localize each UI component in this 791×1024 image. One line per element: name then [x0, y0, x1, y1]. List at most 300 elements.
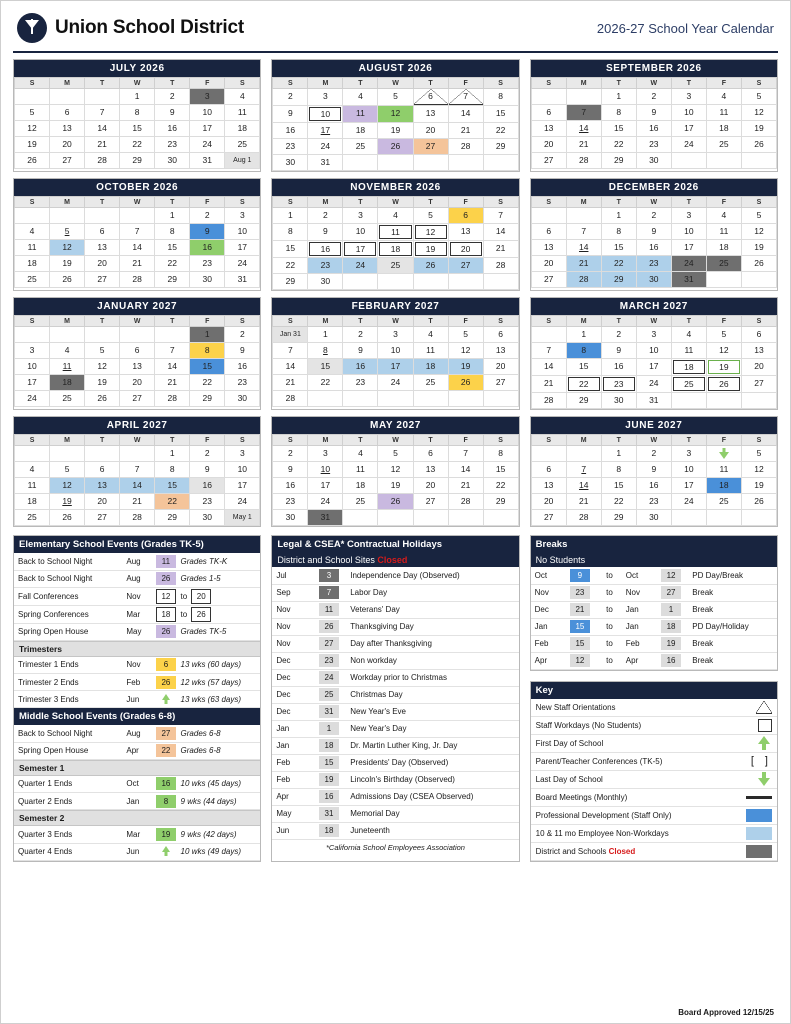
break-to-label: to — [597, 584, 622, 601]
break-end-month: Nov — [622, 584, 654, 601]
day-cell — [601, 121, 636, 137]
day-number: 28 — [578, 512, 589, 522]
middle-events-table — [14, 725, 260, 760]
day-cell — [601, 462, 636, 478]
day-cell — [706, 89, 741, 105]
day-number: 23 — [649, 139, 659, 149]
day-cell — [155, 208, 190, 224]
day-cell — [120, 105, 155, 121]
day-cell — [343, 123, 378, 139]
district-name: Union School District — [55, 17, 244, 38]
week-row — [15, 272, 260, 288]
weekday-header: S — [741, 78, 776, 89]
date-chip: 16 — [319, 790, 339, 803]
day-cell — [671, 343, 706, 359]
day-cell — [190, 391, 225, 407]
day-cell — [225, 343, 260, 359]
day-cell — [120, 375, 155, 391]
day-cell — [225, 224, 260, 240]
day-cell — [85, 153, 120, 169]
day-number: 24 — [355, 260, 366, 270]
day-cell — [741, 343, 776, 359]
day-number: 7 — [287, 345, 293, 355]
break-note: PD Day/Break — [688, 567, 777, 584]
day-number: 22 — [167, 258, 177, 268]
day-cell — [225, 446, 260, 462]
day-cell — [85, 121, 120, 137]
day-cell — [343, 241, 378, 258]
day-number: 13 — [425, 464, 436, 474]
day-number: 1 — [581, 329, 587, 339]
breaks-table — [531, 567, 777, 670]
semester2-header: Semester 2 — [14, 810, 260, 826]
day-cell — [483, 139, 518, 155]
day-number: 7 — [134, 464, 140, 474]
holiday-date-chip — [312, 567, 346, 584]
break-to-label: to — [597, 618, 622, 635]
break-start-month: Jan — [531, 618, 563, 635]
day-cell — [50, 240, 85, 256]
day-cell-empty — [85, 446, 120, 462]
day-number: 20 — [450, 242, 482, 256]
day-number: 2 — [204, 448, 210, 458]
semester1-header: Semester 1 — [14, 760, 260, 776]
date-chip — [156, 845, 176, 858]
day-cell — [50, 137, 85, 153]
weekday-header: T — [601, 316, 636, 327]
day-number: 21 — [132, 496, 142, 506]
date-chip: 15 — [570, 620, 590, 633]
day-cell-empty — [120, 208, 155, 224]
day-cell — [741, 121, 776, 137]
day-number: 28 — [285, 393, 296, 403]
key-row — [531, 771, 777, 789]
day-number: 20 — [425, 480, 436, 490]
day-cell — [448, 241, 483, 258]
day-cell — [120, 462, 155, 478]
weekday-header: T — [85, 435, 120, 446]
day-number: 20 — [754, 361, 764, 371]
holiday-date-chip — [312, 754, 346, 771]
day-number: 1 — [616, 91, 622, 101]
square-outline-icon — [758, 719, 772, 732]
weekday-header: F — [448, 435, 483, 446]
day-number: 21 — [543, 378, 554, 388]
day-number: 19 — [415, 242, 447, 256]
day-cell — [413, 359, 448, 375]
day-cell — [531, 137, 566, 153]
holiday-date-chip — [312, 737, 346, 754]
holiday-month: Apr — [272, 788, 311, 805]
day-number: 19 — [97, 377, 107, 387]
week-row — [531, 89, 776, 105]
day-cell — [343, 258, 378, 274]
day-cell — [413, 478, 448, 494]
day-cell — [448, 224, 483, 241]
day-cell — [706, 121, 741, 137]
day-number: 29 — [495, 496, 506, 506]
day-cell — [120, 121, 155, 137]
day-cell-empty — [50, 327, 85, 343]
day-number: 6 — [64, 107, 70, 117]
day-number — [15, 89, 49, 104]
day-cell-empty — [413, 274, 448, 290]
day-number — [120, 327, 154, 342]
day-number: 26 — [27, 155, 37, 165]
day-cell — [483, 343, 518, 359]
day-cell — [273, 462, 308, 478]
break-note: Break — [688, 635, 777, 652]
event-row — [14, 725, 260, 742]
key-label: 10 & 11 mo Employee Non-Workdays — [535, 828, 669, 838]
day-cell — [566, 105, 601, 121]
day-cell — [741, 89, 776, 105]
day-cell — [120, 256, 155, 272]
date-chip: 26 — [156, 625, 176, 638]
weekday-header: F — [448, 78, 483, 89]
weekday-header: T — [413, 197, 448, 208]
date-chip: 3 — [319, 569, 339, 582]
week-row — [15, 105, 260, 121]
holiday-row — [272, 720, 518, 737]
day-cell — [343, 359, 378, 375]
date-chip: 23 — [319, 654, 339, 667]
day-cell — [308, 462, 343, 478]
weekday-header: W — [636, 316, 671, 327]
day-number — [414, 510, 448, 525]
day-cell — [483, 241, 518, 258]
gray-swatch-icon — [746, 845, 772, 858]
range-to-label: to — [180, 609, 188, 619]
day-cell — [15, 343, 50, 359]
day-number: 3 — [686, 91, 692, 101]
key-label: Board Meetings (Monthly) — [535, 792, 628, 802]
day-cell — [273, 343, 308, 359]
day-cell-empty — [15, 208, 50, 224]
day-cell — [636, 510, 671, 526]
day-number: 4 — [721, 210, 727, 220]
day-number: 2 — [651, 210, 657, 220]
day-cell — [15, 478, 50, 494]
day-cell — [413, 241, 448, 258]
district-logo-icon — [17, 13, 47, 43]
day-cell-empty — [15, 327, 50, 343]
day-cell — [636, 462, 671, 478]
day-cell — [120, 224, 155, 240]
day-cell — [120, 343, 155, 359]
day-number: 20 — [495, 361, 506, 371]
day-number: 28 — [167, 393, 177, 403]
day-number: 16 — [167, 123, 177, 133]
day-cell — [273, 89, 308, 106]
day-number: 10 — [309, 107, 341, 121]
day-number: 24 — [320, 496, 331, 506]
break-end-chip — [654, 567, 688, 584]
day-cell — [601, 393, 636, 409]
day-number: 28 — [495, 260, 506, 270]
holiday-date-chip — [312, 652, 346, 669]
week-row — [531, 121, 776, 137]
weekday-header: T — [155, 316, 190, 327]
week-row — [15, 391, 260, 407]
day-cell — [378, 375, 413, 391]
day-cell — [671, 462, 706, 478]
date-chip: 18 — [319, 824, 339, 837]
day-cell — [413, 139, 448, 155]
day-cell — [190, 343, 225, 359]
day-number: 4 — [393, 210, 398, 220]
day-cell — [155, 510, 190, 526]
event-date-chip — [152, 725, 177, 742]
week-row — [273, 106, 518, 123]
day-cell — [308, 241, 343, 258]
range-to-label: to — [180, 591, 188, 601]
day-number: 29 — [614, 274, 624, 284]
day-cell — [308, 139, 343, 155]
day-number: 16 — [202, 242, 212, 252]
event-month: Aug — [122, 725, 152, 742]
event-label: Quarter 4 Ends — [14, 843, 122, 860]
day-cell — [343, 446, 378, 462]
day-number: 21 — [578, 496, 589, 506]
week-row — [531, 153, 776, 169]
month-title: JANUARY 2027 — [14, 298, 260, 315]
day-cell-empty — [706, 393, 741, 409]
semester1-table — [14, 776, 260, 811]
week-row — [15, 153, 260, 169]
day-number: 2 — [169, 91, 175, 101]
school-events-panel — [13, 535, 261, 862]
day-cell — [273, 106, 308, 123]
blue-swatch-icon — [746, 809, 772, 822]
day-number: 19 — [460, 361, 471, 371]
day-number: 19 — [62, 496, 72, 506]
day-number: 26 — [62, 512, 72, 522]
day-cell — [566, 510, 601, 526]
day-cell — [671, 137, 706, 153]
event-row — [14, 843, 260, 860]
holiday-month: Dec — [272, 703, 311, 720]
event-month: Aug — [122, 553, 152, 570]
event-date-chip — [152, 553, 177, 570]
day-number: 10 — [237, 226, 248, 236]
event-month: Jun — [122, 691, 152, 708]
event-date-chip — [152, 587, 177, 605]
day-number: 19 — [62, 258, 72, 268]
date-chip: 26 — [156, 572, 176, 585]
day-cell — [483, 224, 518, 241]
break-note: Break — [688, 601, 777, 618]
day-cell — [85, 375, 120, 391]
day-cell-empty — [448, 391, 483, 407]
day-cell — [448, 139, 483, 155]
day-cell — [50, 359, 85, 375]
day-cell — [706, 256, 741, 272]
day-number: 22 — [495, 125, 506, 135]
holiday-label: New Year's Day — [346, 720, 518, 737]
date-chip: 12 — [661, 569, 681, 582]
day-cell — [378, 343, 413, 359]
day-number — [449, 274, 483, 289]
holiday-label: Non workday — [346, 652, 518, 669]
day-cell — [636, 224, 671, 240]
weekday-header: M — [566, 197, 601, 208]
day-number: 16 — [285, 125, 296, 135]
day-cell-empty — [378, 155, 413, 171]
day-number: 14 — [460, 464, 471, 474]
month-card — [271, 416, 519, 527]
day-cell — [566, 153, 601, 169]
day-cell — [566, 376, 601, 393]
day-cell-empty — [671, 510, 706, 526]
day-cell-empty — [120, 446, 155, 462]
date-chip: 11 — [156, 555, 176, 568]
day-cell — [308, 510, 343, 526]
day-number: 6 — [546, 107, 552, 117]
day-cell — [636, 446, 671, 462]
day-number: 3 — [204, 91, 210, 101]
day-cell — [15, 121, 50, 137]
day-number: 18 — [425, 361, 436, 371]
day-number: 6 — [134, 345, 140, 355]
event-date-chip — [152, 843, 177, 860]
day-number: 27 — [97, 512, 107, 522]
day-number: 11 — [27, 480, 37, 490]
event-label: Back to School Night — [14, 553, 122, 570]
holiday-month: Dec — [272, 652, 311, 669]
weekday-header: S — [273, 316, 308, 327]
day-number: 30 — [167, 155, 177, 165]
day-cell — [50, 153, 85, 169]
event-month: Mar — [122, 605, 152, 623]
week-row — [15, 137, 260, 153]
day-number — [414, 391, 448, 406]
day-cell — [706, 478, 741, 494]
day-number: 29 — [578, 395, 589, 405]
day-cell — [273, 123, 308, 139]
day-cell — [636, 105, 671, 121]
key-row — [531, 825, 777, 843]
day-number: 28 — [97, 155, 107, 165]
break-to-label: to — [597, 635, 622, 652]
week-row — [273, 258, 518, 274]
event-note: 10 wks (45 days) — [177, 776, 261, 793]
day-number: 3 — [29, 345, 35, 355]
day-number: 27 — [543, 155, 554, 165]
event-label: Spring Open House — [14, 623, 122, 640]
day-cell — [741, 256, 776, 272]
day-cell — [225, 153, 260, 169]
date-chip: 7 — [319, 586, 339, 599]
day-cell — [378, 462, 413, 478]
weekday-header: W — [378, 435, 413, 446]
day-cell — [308, 106, 343, 123]
day-number: 13 — [460, 226, 471, 236]
holiday-label: Memorial Day — [346, 805, 518, 822]
day-number: 14 — [167, 361, 177, 371]
day-number: 23 — [603, 377, 635, 391]
day-number: 26 — [460, 377, 471, 387]
day-cell — [566, 462, 601, 478]
week-row — [15, 375, 260, 391]
elementary-events-table — [14, 553, 260, 641]
day-number — [532, 446, 566, 461]
month-title: JULY 2026 — [14, 60, 260, 77]
day-cell — [343, 375, 378, 391]
day-number: 5 — [756, 210, 762, 220]
weekday-header: W — [120, 435, 155, 446]
day-cell — [343, 478, 378, 494]
day-number — [742, 272, 776, 287]
month-title: SEPTEMBER 2026 — [531, 60, 777, 77]
day-cell — [741, 478, 776, 494]
day-number: 29 — [285, 276, 296, 286]
day-number: 17 — [649, 361, 659, 371]
day-number: 15 — [578, 361, 589, 371]
week-row — [531, 208, 776, 224]
day-cell-empty — [741, 510, 776, 526]
holiday-date-chip — [312, 805, 346, 822]
day-cell — [566, 494, 601, 510]
event-row — [14, 657, 260, 674]
day-number: 27 — [495, 377, 506, 387]
day-cell — [190, 446, 225, 462]
day-cell — [671, 89, 706, 105]
week-row — [531, 359, 776, 376]
day-number: 8 — [204, 345, 210, 355]
week-row — [531, 240, 776, 256]
day-number: 27 — [97, 274, 107, 284]
event-note: 13 wks (60 days) — [177, 657, 261, 674]
day-cell — [671, 224, 706, 240]
day-cell — [190, 137, 225, 153]
key-label: First Day of School — [535, 738, 604, 748]
day-number: 3 — [651, 329, 657, 339]
day-cell-empty — [343, 510, 378, 526]
event-date-chip — [152, 826, 177, 843]
day-number: 18 — [237, 123, 248, 133]
day-number: 23 — [285, 496, 296, 506]
holiday-row — [272, 788, 518, 805]
day-cell — [413, 106, 448, 123]
week-row — [273, 494, 518, 510]
day-number: 8 — [498, 91, 503, 101]
day-cell — [601, 208, 636, 224]
break-start-month: Oct — [531, 567, 563, 584]
day-number: 24 — [320, 141, 331, 151]
day-cell — [155, 272, 190, 288]
date-chip: 15 — [570, 637, 590, 650]
day-number: 24 — [684, 258, 694, 268]
break-end-chip — [654, 584, 688, 601]
day-cell — [50, 343, 85, 359]
day-number: 1 — [616, 448, 622, 458]
date-chip: 18 — [156, 607, 176, 622]
day-cell — [190, 494, 225, 510]
day-cell-empty — [566, 446, 601, 462]
day-cell — [601, 105, 636, 121]
day-number: 30 — [320, 276, 331, 286]
break-to-label: to — [597, 601, 622, 618]
day-cell — [155, 137, 190, 153]
event-month: Apr — [122, 742, 152, 759]
week-row — [273, 478, 518, 494]
day-cell — [50, 494, 85, 510]
holiday-row — [272, 584, 518, 601]
day-number: 27 — [132, 393, 142, 403]
day-cell — [413, 123, 448, 139]
week-row — [15, 121, 260, 137]
